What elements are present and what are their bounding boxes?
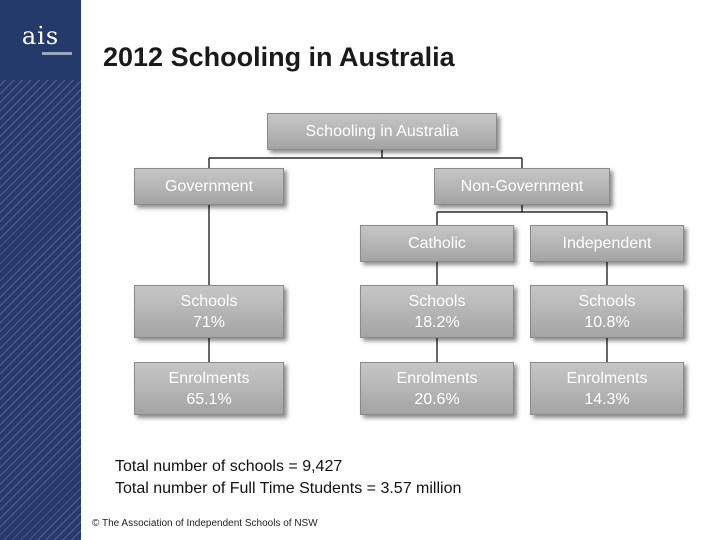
root-label: Schooling in Australia (305, 123, 459, 140)
root-box (267, 113, 497, 150)
ind-schools-value: 10.8% (584, 313, 630, 331)
cat-enrolments-label: Enrolments (396, 369, 478, 387)
catholic-label: Catholic (408, 235, 466, 252)
gov-schools-value: 71% (192, 313, 226, 331)
cat-schools-value: 18.2% (414, 313, 460, 331)
government-box (134, 168, 284, 205)
gov-enrolments-box (134, 362, 284, 415)
totals-notes (115, 456, 461, 500)
government-label: Government (164, 178, 254, 195)
ind-enrolments-value: 14.3% (584, 390, 630, 408)
sector-connector (437, 262, 607, 285)
ind-schools-box (530, 285, 684, 338)
cat-schools-label: Schools (408, 292, 466, 310)
slide-title: 2012 Schooling in Australia (103, 42, 455, 72)
independent-box (530, 225, 684, 262)
gov-enrolments-value: 65.1% (186, 390, 232, 408)
total-students-note: Total number of Full Time Students = 3.57 million (115, 480, 462, 497)
ind-enrolments-label: Enrolments (566, 369, 648, 387)
independent-label: Independent (562, 235, 652, 252)
non-government-label: Non-Government (460, 178, 584, 195)
logo-text: ais (21, 22, 60, 50)
ind-schools-label: Schools (578, 292, 636, 310)
non-government-box (434, 168, 610, 205)
cat-enrolments-value: 20.6% (414, 390, 460, 408)
copyright-notice: © The Association of Independent Schools of NSW (92, 518, 318, 529)
schools-enrolments-connector (209, 338, 607, 362)
root-connector (209, 150, 522, 168)
gov-schools-box (134, 285, 284, 338)
cat-enrolments-box (360, 362, 514, 415)
ind-enrolments-box (530, 362, 684, 415)
catholic-box (360, 225, 514, 262)
gov-enrolments-label: Enrolments (168, 369, 250, 387)
gov-schools-label: Schools (180, 292, 238, 310)
total-schools-note: Total number of schools = 9,427 (115, 458, 343, 475)
cat-schools-box (360, 285, 514, 338)
nongov-connector (437, 205, 607, 225)
